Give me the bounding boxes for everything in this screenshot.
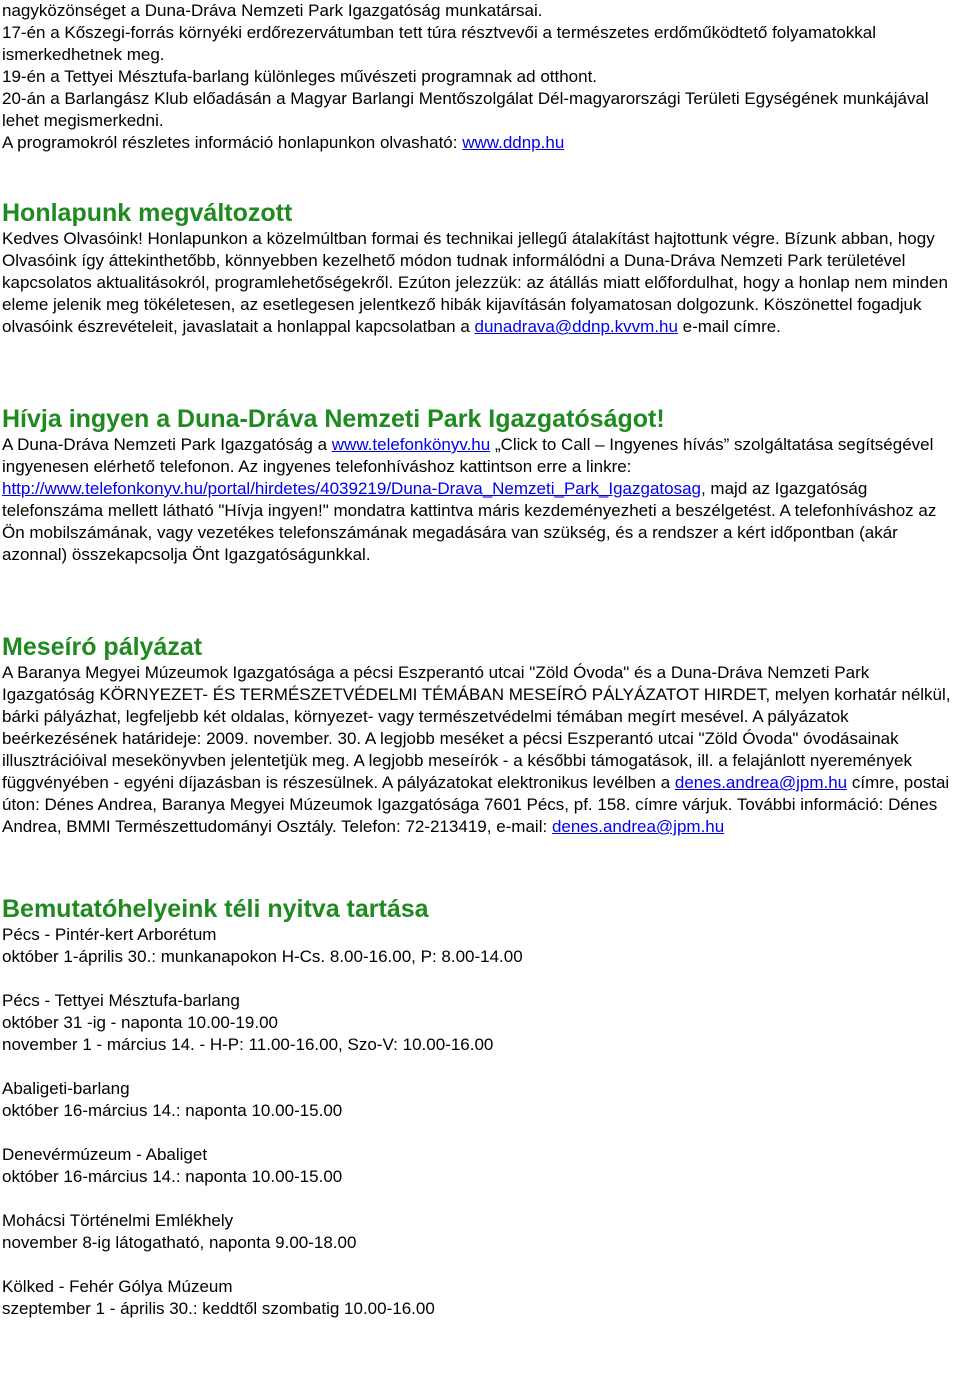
hivja-text-2: „Click to Call – Ingyenes hívás” szolgáltatása segítségével ingyenesen elérhető telefonon. Az ingyenes telefonhíváshoz kattintson erre a linkre:: [2, 435, 934, 476]
section-title-nyitva: Bemutatóhelyeink téli nyitva tartása: [2, 895, 429, 923]
telefonkonyv-link[interactable]: www.telefonkönyv.hu: [331, 435, 491, 454]
program-info: [2, 132, 958, 154]
section-title-honlap: Honlapunk megváltozott: [2, 199, 293, 227]
place-hours: szeptember 1 - április 30.: keddtől szombatig 10.00-16.00: [2, 1299, 435, 1318]
section-title-meseiro: Meseíró pályázat: [2, 633, 203, 661]
place-hours: október 1-április 30.: munkanapokon H-Cs. 8.00-16.00, P: 8.00-14.00: [2, 947, 523, 966]
meseiro-text-2: címre, postai úton: Dénes Andrea, Baranya Megyei Múzeumok Igazgatósága 7601 Pécs, pf. 158. címre várjuk. További információ: Dénes Andrea, BMMI Természettudományi Osztály. Telefon: 72-213419, e-mail:: [2, 773, 950, 836]
place-hours: október 16-március 14.: naponta 10.00-15.00: [2, 1101, 343, 1120]
place-name: Pécs - Tettyei Mésztufa-barlang: [2, 991, 240, 1010]
meseiro-text-1: A Baranya Megyei Múzeumok Igazgatósága a pécsi Eszperantó utcai "Zöld Óvoda" és a Duna-Dráva Nemzeti Park Igazgatóság KÖRNYEZET- ÉS TERMÉSZETVÉDELMI TÉMÁBAN MESEÍRÓ PÁLYÁZATOT HIRDET, melyen korhatár nélkül, bárki pályázhat, legfeljebb két oldalas, környezet- vagy természetvédelmi témában megírt mesével. A pályázatok beérkezésének határideje: 2009. november. 30. A legjobb meséket a pécsi Eszperantó utcai "Zöld Óvoda" óvodásainak illusztrációival mesekönyvben jelentetjük meg. A legjobb meseírók - a későbbi támogatások, ill. a felajánlott nyeremények függvényében - egyéni díjazásban is részesülnek. A pályázatokat elektronikus levélben a: [2, 663, 951, 792]
meseiro-body: [2, 662, 958, 838]
section-title-hivja: Hívja ingyen a Duna-Dráva Nemzeti Park Igazgatóságot!: [2, 405, 665, 433]
hivja-text-1: A Duna-Dráva Nemzeti Park Igazgatóság a: [2, 435, 332, 454]
honlap-body: [2, 228, 958, 338]
place-name: Denevérmúzeum - Abaliget: [2, 1145, 208, 1164]
place-name: Pécs - Pintér-kert Arborétum: [2, 925, 217, 944]
denes-email-link-1[interactable]: denes.andrea@jpm.hu: [674, 773, 848, 792]
honlap-text-end: e-mail címre.: [677, 317, 781, 336]
place-name: Kölked - Fehér Gólya Múzeum: [2, 1277, 233, 1296]
ddnp-website-link[interactable]: www.ddnp.hu: [462, 133, 565, 152]
telefonkonyv-portal-link[interactable]: http://www.telefonkonyv.hu/portal/hirdetes/4039219/Duna-Drava_Nemzeti_Park_Igazgatosag: [2, 479, 701, 498]
place-name: Abaligeti-barlang: [2, 1079, 130, 1098]
event-20: 20-án a Barlangász Klub előadásán a Magyar Barlangi Mentőszolgálat Dél-magyarországi Területi Egységének munkájával lehet megismerkedni.: [2, 89, 929, 130]
denes-email-link-2[interactable]: denes.andrea@jpm.hu: [551, 817, 725, 836]
hivja-text-3: , majd az Igazgatóság telefonszáma mellett látható "Hívja ingyen!" mondatra kattintva máris kezdeményezheti a beszélgetést. A telefonhíváshoz az Ön mobilszámának, vagy vezetékes telefonszámának megadására van szükség, és a rendszer a kért időpontban (akár azonnal) összekapcsolja Önt Igazgatóságunkkal.: [2, 479, 937, 564]
place-hours: november 1 - március 14. - H-P: 11.00-16.00, Szo-V: 10.00-16.00: [2, 1035, 494, 1054]
place-name: Mohácsi Történelmi Emlékhely: [2, 1211, 234, 1230]
dunadrava-email-link[interactable]: dunadrava@ddnp.kvvm.hu: [474, 317, 678, 336]
event-17: 17-én a Kőszegi-forrás környéki erdőrezervátumban tett túra résztvevői a természetes erdőműködtető folyamatokkal ismerkedhetnek meg.: [2, 23, 877, 64]
event-19: 19-én a Tettyei Mésztufa-barlang különleges művészeti programnak ad otthont.: [2, 67, 598, 86]
place-hours: október 31 -ig - naponta 10.00-19.00: [2, 1013, 278, 1032]
program-info-text: A programokról részletes információ honlapunkon olvasható:: [2, 133, 463, 152]
place-hours: október 16-március 14.: naponta 10.00-15.00: [2, 1167, 343, 1186]
intro-line: nagyközönséget a Duna-Dráva Nemzeti Park Igazgatóság munkatársai.: [2, 1, 543, 20]
honlap-text: Kedves Olvasóink! Honlapunkon a közelmúltban formai és technikai jellegű átalakítást hajtottunk végre. Bízunk abban, hogy Olvasóink így áttekinthetőbb, könnyebben kezelhető módon tudnak informálódni a Duna-Dráva Nemzeti Park területével kapcsolatos aktualitásokról, programlehetőségekről. Ezúton jelezzük: az átállás miatt előfordulhat, hogy a honlap nem minden eleme jelenik meg tökéletesen, az esetlegesen jelentkező hibák kijavításán folyamatosan dolgozunk. Köszönettel fogadjuk olvasóink észrevételeit, javaslatait a honlappal kapcsolatban a: [2, 229, 948, 336]
hivja-body: [2, 434, 958, 566]
place-hours: november 8-ig látogatható, naponta 9.00-18.00: [2, 1233, 357, 1252]
